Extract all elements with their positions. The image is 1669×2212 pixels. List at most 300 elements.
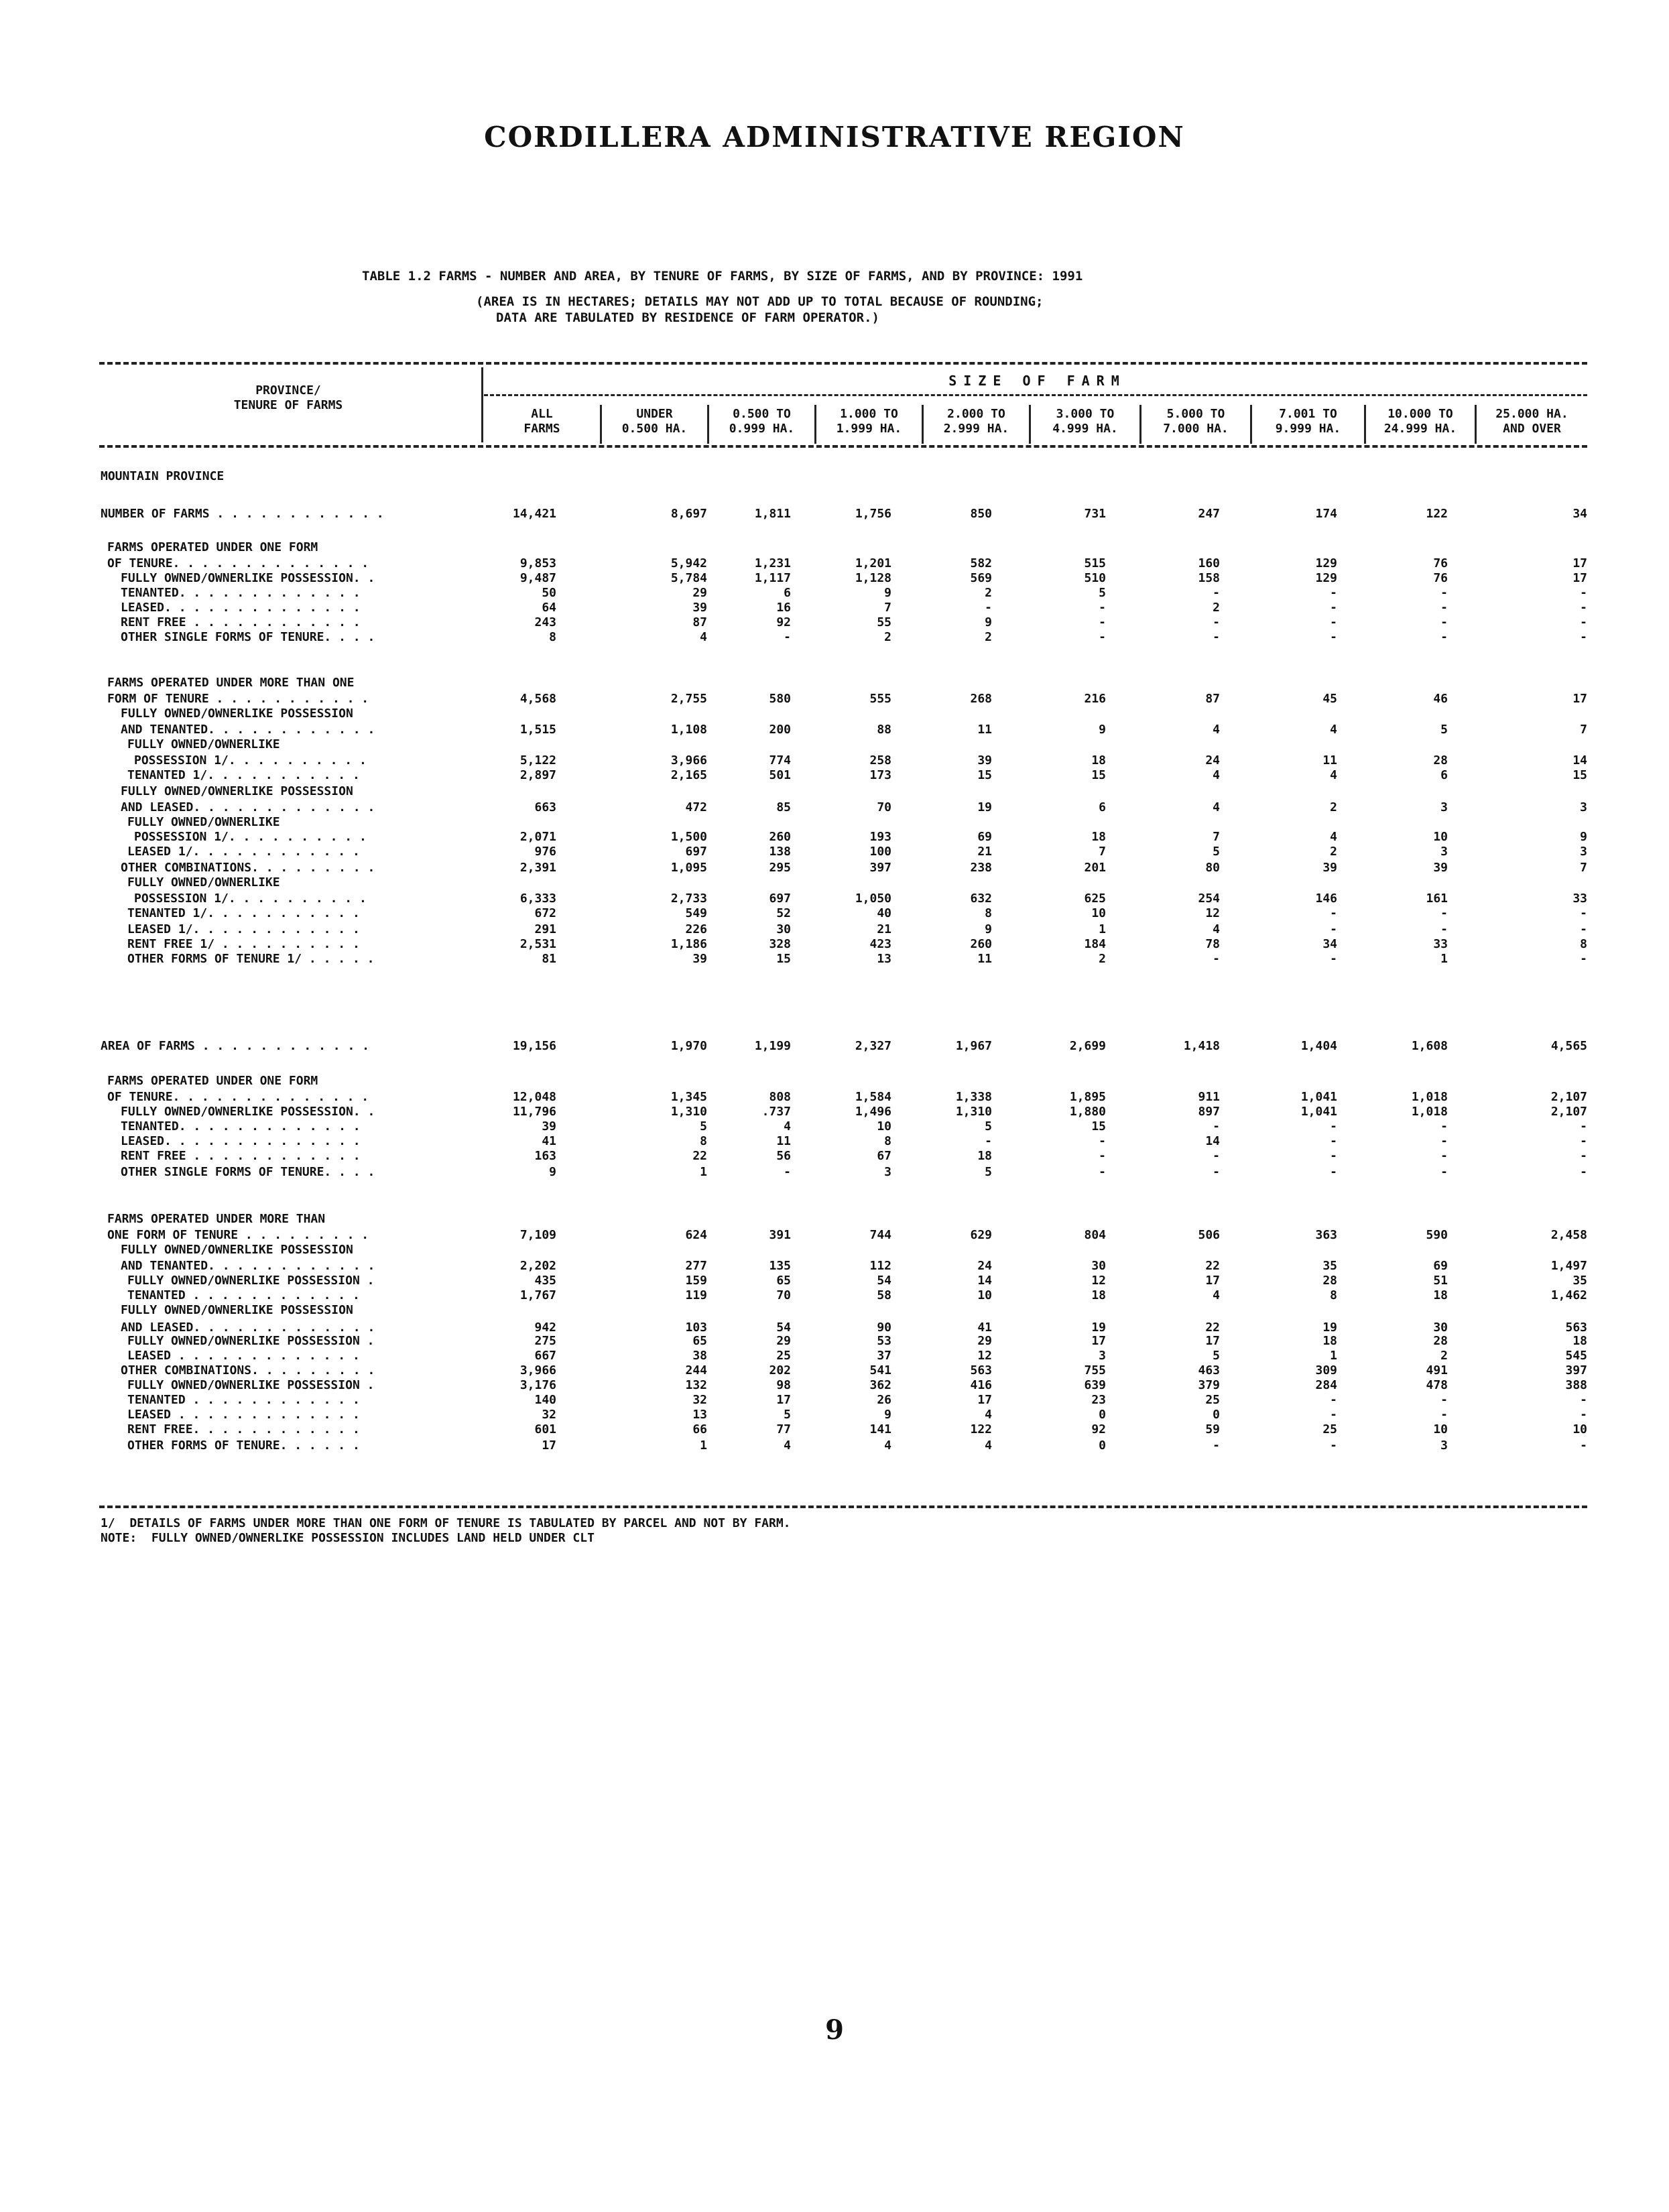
row-label: OTHER COMBINATIONS. . . . . . . . .: [121, 861, 375, 875]
table-cell: .737: [761, 1105, 791, 1119]
table-cell: 8,697: [670, 507, 707, 521]
table-cell: 243: [534, 615, 556, 629]
column-header: [1475, 405, 1587, 444]
table-cell: 135: [769, 1259, 791, 1273]
table-cell: -: [1440, 1165, 1448, 1179]
table-cell: 2,531: [519, 937, 556, 951]
table-cell: 8: [1580, 937, 1587, 951]
table-cell: 56: [776, 1149, 791, 1163]
table-cell: 2,107: [1550, 1090, 1587, 1104]
row-label: TENANTED . . . . . . . . . . . .: [127, 1393, 360, 1407]
table-cell: 10: [1091, 906, 1106, 920]
table-cell: 4: [1213, 768, 1220, 782]
table-cell: 663: [534, 800, 556, 814]
row-label: AND LEASED. . . . . . . . . . . . .: [121, 800, 375, 814]
table-row: [0, 1422, 1669, 1440]
column-header: [1250, 405, 1364, 444]
table-cell: 3: [1099, 1349, 1106, 1363]
table-cell: -: [1580, 630, 1587, 644]
table-cell: 555: [869, 692, 891, 706]
table-cell: 4: [1213, 1288, 1220, 1302]
table-cell: 1,500: [670, 830, 707, 844]
table-cell: 100: [869, 845, 891, 859]
table-cell: 3,966: [670, 753, 707, 767]
table-cell: 1,186: [670, 937, 707, 951]
header-bottom-rule: [99, 445, 1587, 448]
table-cell: -: [1580, 1438, 1587, 1453]
table-cell: -: [1330, 922, 1337, 936]
row-label: OTHER COMBINATIONS. . . . . . . . .: [121, 1363, 375, 1377]
table-cell: 174: [1315, 507, 1337, 521]
table-cell: 87: [692, 615, 707, 629]
column-header-line: 1.000 TO: [840, 407, 898, 421]
table-cell: 1,497: [1550, 1259, 1587, 1273]
table-cell: 9,487: [519, 571, 556, 585]
table-cell: 12: [1205, 906, 1220, 920]
column-header: [600, 405, 707, 444]
table-cell: 1: [1330, 1349, 1337, 1363]
table-cell: 4: [700, 630, 707, 644]
table-row: [0, 1438, 1669, 1456]
table-cell: 4: [784, 1438, 791, 1453]
table-cell: 90: [877, 1320, 891, 1335]
table-row: [0, 469, 1669, 487]
table-cell: 3: [884, 1165, 891, 1179]
table-cell: 1,117: [754, 571, 791, 585]
table-cell: 88: [877, 723, 891, 737]
table-cell: 5: [985, 1119, 992, 1133]
column-header-line: 24.999 HA.: [1383, 422, 1457, 436]
table-cell: 87: [1205, 692, 1220, 706]
table-cell: 3,966: [519, 1363, 556, 1377]
table-cell: 18: [977, 1149, 992, 1163]
table-cell: 122: [1426, 507, 1448, 521]
table-cell: -: [1099, 630, 1106, 644]
row-label: OF TENURE. . . . . . . . . . . . . .: [107, 1090, 369, 1104]
table-cell: 30: [1091, 1259, 1106, 1273]
table-cell: -: [1580, 1393, 1587, 1407]
table-row: [0, 906, 1669, 924]
table-cell: 563: [1565, 1320, 1587, 1335]
table-cell: 2: [1440, 1349, 1448, 1363]
row-label: FORM OF TENURE . . . . . . . . . . .: [107, 692, 369, 706]
table-cell: 19,156: [512, 1039, 556, 1053]
table-cell: 54: [877, 1274, 891, 1288]
table-cell: 39: [692, 952, 707, 966]
table-cell: 254: [1198, 892, 1220, 906]
row-label: AND TENANTED. . . . . . . . . . . .: [121, 1259, 375, 1273]
column-header: [707, 405, 814, 444]
table-cell: 140: [534, 1393, 556, 1407]
table-cell: 38: [692, 1349, 707, 1363]
table-cell: 39: [692, 601, 707, 615]
table-cell: -: [1099, 1149, 1106, 1163]
table-cell: 12,048: [512, 1090, 556, 1104]
table-cell: 4: [784, 1119, 791, 1133]
table-cell: 6: [1440, 768, 1448, 782]
table-cell: 52: [776, 906, 791, 920]
table-cell: 4: [985, 1408, 992, 1422]
table-cell: 0: [1099, 1438, 1106, 1453]
table-cell: 159: [685, 1274, 707, 1288]
table-cell: 2: [1099, 952, 1106, 966]
table-cell: 76: [1433, 556, 1448, 570]
table-cell: 1,756: [855, 507, 891, 521]
table-cell: 8: [985, 906, 992, 920]
table-cell: 29: [776, 1334, 791, 1348]
table-cell: 6,333: [519, 892, 556, 906]
table-cell: 66: [692, 1422, 707, 1436]
table-cell: 1,895: [1069, 1090, 1106, 1104]
table-cell: 4: [1213, 723, 1220, 737]
column-header-line: UNDER: [636, 407, 673, 421]
table-cell: 78: [1205, 937, 1220, 951]
table-cell: -: [1580, 906, 1587, 920]
table-cell: 29: [977, 1334, 992, 1348]
table-cell: 10: [977, 1288, 992, 1302]
table-cell: 416: [970, 1378, 992, 1392]
table-cell: 1: [1440, 952, 1448, 966]
table-row: [0, 1149, 1669, 1166]
table-cell: -: [1440, 615, 1448, 629]
table-cell: 463: [1198, 1363, 1220, 1377]
table-cell: 1,811: [754, 507, 791, 521]
table-cell: 5: [700, 1119, 707, 1133]
stub-header: [101, 383, 476, 413]
table-cell: 76: [1433, 571, 1448, 585]
table-caption-note: DATA ARE TABULATED BY RESIDENCE OF FARM OPERATOR.): [496, 310, 879, 325]
table-cell: 17: [1572, 556, 1587, 570]
row-label: TENANTED 1/. . . . . . . . . . .: [127, 906, 360, 920]
table-cell: -: [1330, 1119, 1337, 1133]
table-cell: 3: [1440, 800, 1448, 814]
table-cell: 67: [877, 1149, 891, 1163]
table-row: [0, 706, 1669, 724]
table-row: [0, 1074, 1669, 1091]
column-header-line: 10.000 TO: [1387, 407, 1453, 421]
table-cell: -: [1213, 1438, 1220, 1453]
table-cell: 69: [1433, 1259, 1448, 1273]
table-cell: 22: [692, 1149, 707, 1163]
table-cell: 397: [869, 861, 891, 875]
table-cell: -: [1580, 615, 1587, 629]
table-cell: -: [1580, 586, 1587, 600]
row-label: FULLY OWNED/OWNERLIKE POSSESSION. .: [121, 571, 375, 585]
table-cell: -: [985, 601, 992, 615]
row-label: FARMS OPERATED UNDER MORE THAN ONE: [107, 676, 355, 690]
column-header-line: 7.000 HA.: [1163, 422, 1229, 436]
row-label: POSSESSION 1/. . . . . . . . . .: [134, 753, 367, 767]
table-cell: 39: [542, 1119, 556, 1133]
table-cell: 28: [1433, 1334, 1448, 1348]
table-cell: 897: [1198, 1105, 1220, 1119]
table-cell: 129: [1315, 571, 1337, 585]
column-header-line: 0.500 TO: [733, 407, 791, 421]
table-cell: 51: [1433, 1274, 1448, 1288]
table-cell: 14: [977, 1274, 992, 1288]
table-cell: 70: [877, 800, 891, 814]
row-label: FULLY OWNED/OWNERLIKE POSSESSION .: [127, 1334, 375, 1348]
table-cell: 1,767: [519, 1288, 556, 1302]
table-cell: -: [1580, 1134, 1587, 1148]
table-cell: 5,122: [519, 753, 556, 767]
table-cell: -: [1580, 952, 1587, 966]
table-cell: 26: [877, 1393, 891, 1407]
table-cell: 193: [869, 830, 891, 844]
table-cell: 667: [534, 1349, 556, 1363]
table-cell: -: [1440, 906, 1448, 920]
table-cell: -: [1440, 922, 1448, 936]
table-cell: 19: [1091, 1320, 1106, 1335]
table-cell: 2,202: [519, 1259, 556, 1273]
table-cell: 1,041: [1300, 1090, 1337, 1104]
table-cell: 54: [776, 1320, 791, 1335]
table-cell: 141: [869, 1422, 891, 1436]
table-cell: 4: [1330, 830, 1337, 844]
table-cell: 435: [534, 1274, 556, 1288]
table-cell: 1: [700, 1165, 707, 1179]
table-cell: 506: [1198, 1228, 1220, 1242]
table-cell: 545: [1565, 1349, 1587, 1363]
table-cell: -: [1440, 601, 1448, 615]
table-cell: 7: [1213, 830, 1220, 844]
table-cell: -: [1213, 1149, 1220, 1163]
row-label: FULLY OWNED/OWNERLIKE: [127, 815, 280, 829]
column-header: [1364, 405, 1475, 444]
row-label: MOUNTAIN PROVINCE: [101, 469, 225, 483]
table-cell: 14: [1572, 753, 1587, 767]
row-label: AND LEASED. . . . . . . . . . . . .: [121, 1320, 375, 1335]
column-header-line: 0.500 HA.: [621, 422, 688, 436]
table-cell: 18: [1091, 830, 1106, 844]
table-cell: -: [1330, 1438, 1337, 1453]
table-cell: 423: [869, 937, 891, 951]
row-label: TENANTED. . . . . . . . . . . . .: [121, 1119, 361, 1133]
table-cell: 14,421: [512, 507, 556, 521]
table-cell: 1,967: [955, 1039, 992, 1053]
table-cell: 1,338: [955, 1090, 992, 1104]
table-cell: 731: [1084, 507, 1106, 521]
table-cell: 601: [534, 1422, 556, 1436]
table-cell: -: [1330, 615, 1337, 629]
table-cell: 21: [877, 922, 891, 936]
table-cell: 18: [1091, 1288, 1106, 1302]
table-cell: 275: [534, 1334, 556, 1348]
column-header: [484, 405, 600, 444]
table-cell: 9,853: [519, 556, 556, 570]
table-cell: -: [1440, 1134, 1448, 1148]
table-row: [0, 507, 1669, 524]
table-cell: 6: [784, 586, 791, 600]
table-cell: 284: [1315, 1378, 1337, 1392]
row-label: FULLY OWNED/OWNERLIKE: [127, 875, 280, 889]
table-cell: 1,041: [1300, 1105, 1337, 1119]
table-cell: 850: [970, 507, 992, 521]
row-label: FULLY OWNED/OWNERLIKE POSSESSION: [121, 706, 353, 721]
table-cell: 11: [977, 952, 992, 966]
table-cell: 569: [970, 571, 992, 585]
table-cell: 80: [1205, 861, 1220, 875]
table-cell: -: [1330, 1408, 1337, 1422]
table-cell: 2,897: [519, 768, 556, 782]
table-cell: 58: [877, 1288, 891, 1302]
table-cell: -: [1213, 630, 1220, 644]
table-bottom-rule: [99, 1506, 1587, 1508]
table-cell: 39: [1433, 861, 1448, 875]
table-cell: 70: [776, 1288, 791, 1302]
table-cell: 65: [692, 1334, 707, 1348]
table-cell: 629: [970, 1228, 992, 1242]
table-cell: 238: [970, 861, 992, 875]
table-cell: 2: [884, 630, 891, 644]
table-cell: 4: [1330, 768, 1337, 782]
table-cell: 2: [985, 586, 992, 600]
table-cell: 1,404: [1300, 1039, 1337, 1053]
table-cell: 92: [1091, 1422, 1106, 1436]
table-cell: 3: [1440, 845, 1448, 859]
table-cell: 0: [1213, 1408, 1220, 1422]
table-cell: 28: [1322, 1274, 1337, 1288]
table-cell: 16: [776, 601, 791, 615]
table-cell: 672: [534, 906, 556, 920]
header-divider: [481, 367, 483, 442]
table-cell: 5: [1099, 586, 1106, 600]
table-cell: 510: [1084, 571, 1106, 585]
table-cell: 2,165: [670, 768, 707, 782]
table-cell: 1,108: [670, 723, 707, 737]
table-cell: 2,107: [1550, 1105, 1587, 1119]
table-cell: 2,458: [1550, 1228, 1587, 1242]
table-cell: 4: [884, 1438, 891, 1453]
table-cell: 17: [542, 1438, 556, 1453]
table-cell: 202: [769, 1363, 791, 1377]
row-label: AND TENANTED. . . . . . . . . . . .: [121, 723, 375, 737]
table-cell: 15: [977, 768, 992, 782]
row-label: AREA OF FARMS . . . . . . . . . . . .: [101, 1039, 369, 1053]
table-cell: -: [1330, 586, 1337, 600]
table-cell: 37: [877, 1349, 891, 1363]
table-cell: 50: [542, 586, 556, 600]
table-cell: 2: [1213, 601, 1220, 615]
table-cell: -: [1330, 906, 1337, 920]
table-cell: -: [1330, 601, 1337, 615]
row-label: TENANTED 1/. . . . . . . . . . .: [127, 768, 360, 782]
row-label: FULLY OWNED/OWNERLIKE POSSESSION. .: [121, 1105, 375, 1119]
table-cell: 35: [1322, 1259, 1337, 1273]
table-cell: 1,608: [1411, 1039, 1448, 1053]
table-cell: 697: [685, 845, 707, 859]
row-label: FULLY OWNED/OWNERLIKE POSSESSION: [121, 1303, 353, 1317]
table-cell: -: [1330, 952, 1337, 966]
table-cell: 25: [1205, 1393, 1220, 1407]
column-header-line: 2.999 HA.: [943, 422, 1009, 436]
table-cell: 11: [1322, 753, 1337, 767]
table-cell: 12: [977, 1349, 992, 1363]
table-cell: 1,201: [855, 556, 891, 570]
table-cell: 41: [542, 1134, 556, 1148]
table-cell: 7: [884, 601, 891, 615]
table-cell: 4,565: [1550, 1039, 1587, 1053]
table-cell: 624: [685, 1228, 707, 1242]
table-cell: 29: [692, 586, 707, 600]
table-cell: 309: [1315, 1363, 1337, 1377]
table-cell: 8: [884, 1134, 891, 1148]
table-cell: -: [1213, 952, 1220, 966]
table-cell: 1,584: [855, 1090, 891, 1104]
table-row: [0, 952, 1669, 969]
table-caption-note: (AREA IS IN HECTARES; DETAILS MAY NOT ADD UP TO TOTAL BECAUSE OF ROUNDING;: [476, 294, 1044, 309]
table-cell: 10: [1433, 1422, 1448, 1436]
table-cell: 7: [1580, 861, 1587, 875]
table-cell: -: [784, 630, 791, 644]
table-cell: 15: [1091, 1119, 1106, 1133]
table-cell: 17: [1205, 1334, 1220, 1348]
table-cell: -: [1213, 586, 1220, 600]
table-cell: 1,462: [1550, 1288, 1587, 1302]
table-cell: 580: [769, 692, 791, 706]
column-header-line: 25.000 HA.: [1495, 407, 1568, 421]
table-cell: 2: [985, 630, 992, 644]
column-header-line: ALL: [531, 407, 553, 421]
table-cell: 30: [1433, 1320, 1448, 1335]
table-top-rule: [99, 362, 1587, 365]
table-cell: 23: [1091, 1393, 1106, 1407]
table-row: [0, 1243, 1669, 1260]
table-cell: -: [1330, 1165, 1337, 1179]
row-label: RENT FREE 1/ . . . . . . . . . .: [127, 937, 360, 951]
page-title: CORDILLERA ADMINISTRATIVE REGION: [484, 121, 1185, 153]
table-cell: 563: [970, 1363, 992, 1377]
table-cell: 17: [1091, 1334, 1106, 1348]
table-cell: 132: [685, 1378, 707, 1392]
table-cell: 5: [1440, 723, 1448, 737]
table-cell: -: [1580, 1408, 1587, 1422]
table-cell: 15: [1091, 768, 1106, 782]
table-cell: 9: [884, 1408, 891, 1422]
table-cell: -: [1213, 615, 1220, 629]
table-cell: 3: [1440, 1438, 1448, 1453]
table-cell: 260: [769, 830, 791, 844]
table-cell: 14: [1205, 1134, 1220, 1148]
table-cell: 2,071: [519, 830, 556, 844]
table-cell: 291: [534, 922, 556, 936]
footnote-note: NOTE: FULLY OWNED/OWNERLIKE POSSESSION INCLUDES LAND HELD UNDER CLT: [101, 1531, 595, 1545]
table-cell: 1,018: [1411, 1105, 1448, 1119]
table-cell: 5: [1213, 845, 1220, 859]
column-header-line: 2.000 TO: [947, 407, 1005, 421]
table-cell: 1,310: [670, 1105, 707, 1119]
table-cell: 53: [877, 1334, 891, 1348]
row-label: FARMS OPERATED UNDER ONE FORM: [107, 540, 318, 554]
table-cell: 13: [692, 1408, 707, 1422]
row-label: LEASED . . . . . . . . . . . . .: [127, 1408, 360, 1422]
table-cell: 40: [877, 906, 891, 920]
row-label: FULLY OWNED/OWNERLIKE POSSESSION: [121, 784, 353, 798]
table-cell: 1,880: [1069, 1105, 1106, 1119]
table-cell: -: [1099, 1134, 1106, 1148]
table-cell: 582: [970, 556, 992, 570]
table-cell: 13: [877, 952, 891, 966]
table-cell: 22: [1205, 1320, 1220, 1335]
table-row: [0, 875, 1669, 893]
table-cell: -: [1099, 601, 1106, 615]
row-label: FULLY OWNED/OWNERLIKE POSSESSION .: [127, 1274, 375, 1288]
table-cell: 77: [776, 1422, 791, 1436]
table-cell: 625: [1084, 892, 1106, 906]
table-cell: 146: [1315, 892, 1337, 906]
table-cell: 755: [1084, 1363, 1106, 1377]
page-number: 9: [825, 2014, 844, 2046]
